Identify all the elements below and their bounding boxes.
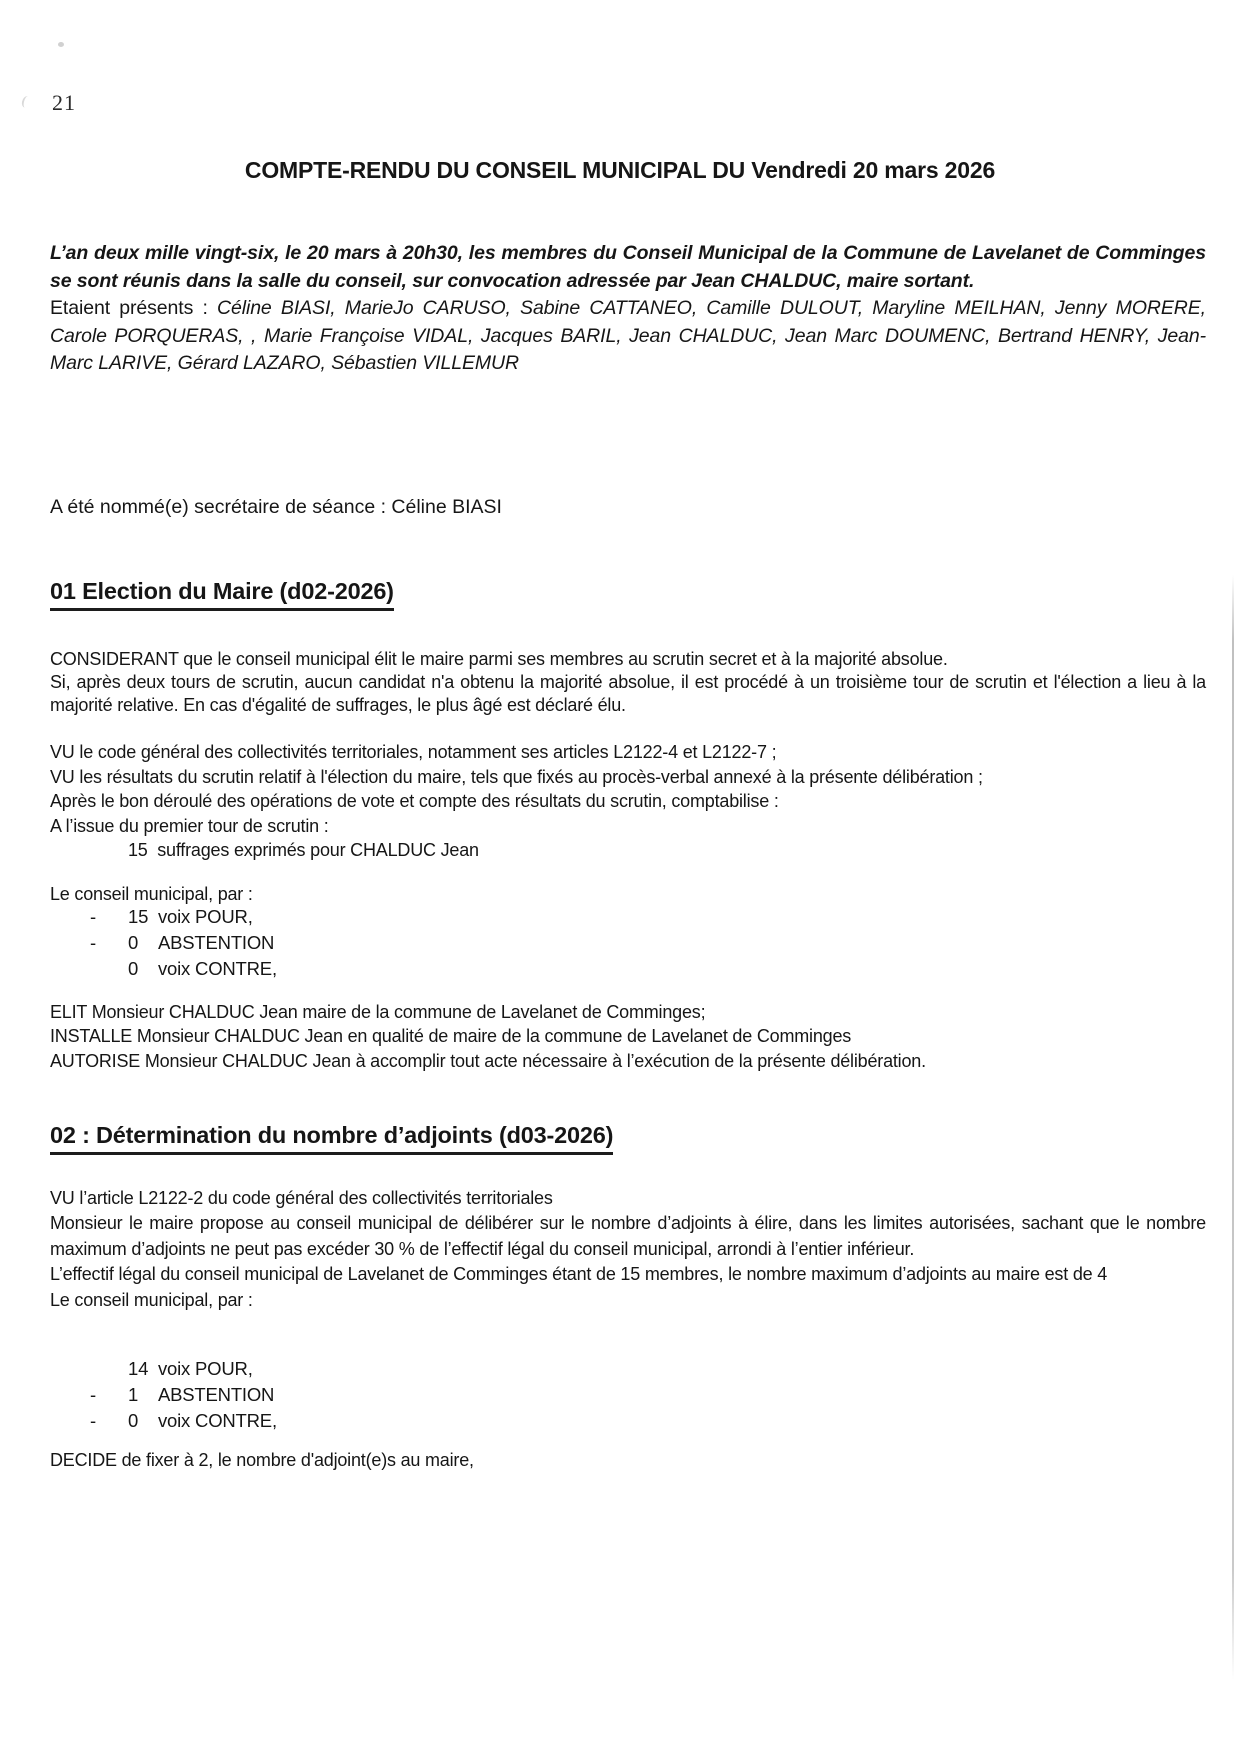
vote-count: 0 [128, 1410, 139, 1431]
first-round-line: A l’issue du premier tour de scrutin : [50, 815, 329, 836]
effectif-paragraph: L’effectif légal du conseil municipal de Lavelanet de Comminges étant de 15 membres, le nombre maximum d’adjoints au maire est de 4 [50, 1264, 1108, 1285]
scan-speck [21, 95, 32, 109]
proposal-paragraph: Monsieur le maire propose au conseil municipal de délibérer sur le nombre d’adjoints à élire, dans les limites autorisées, sachant que le nombre maximum d’adjoints ne peut pas excéder 30 % de l’effectif légal du conseil municipal, arrondi à l’entier inférieur. [50, 1213, 1206, 1259]
vote-item [50, 1410, 1206, 1436]
section-02-heading-text: 02 : Détermination du nombre d’adjoints (d03-2026) [50, 1122, 613, 1155]
vote-item [50, 1384, 1206, 1410]
vote-count: 0 [128, 958, 139, 979]
vote-item [50, 958, 1206, 984]
section-01-heading [50, 578, 394, 611]
vote-item [50, 1358, 1206, 1384]
section-01-decision-block [50, 1000, 1206, 1073]
scan-edge-line [1232, 575, 1234, 1680]
decide-line: DECIDE de fixer à 2, le nombre d'adjoint(e)s au maire, [50, 1450, 474, 1470]
vote-count: 0 [128, 932, 139, 953]
autorise-line: AUTORISE Monsieur CHALDUC Jean à accomplir tout acte nécessaire à l’exécution de la présente délibération. [50, 1050, 926, 1071]
section-01-heading-text: 01 Election du Maire (d02-2026) [50, 578, 394, 611]
vote-result-list [50, 906, 1206, 984]
secretary-line: A été nommé(e) secrétaire de séance : Céline BIASI [50, 496, 502, 518]
attendance-label: Etaient présents : [50, 297, 217, 319]
vote-dash: - [90, 1410, 96, 1431]
vote-label: ABSTENTION [158, 932, 275, 953]
considerant-line: CONSIDERANT que le conseil municipal élit le maire parmi ses membres au scrutin secret et à la majorité absolue. [50, 649, 948, 669]
preamble-block [50, 240, 1206, 378]
section-02-body-block [50, 1186, 1206, 1313]
attendance-names: Céline BIASI, MarieJo CARUSO, Sabine CATTANEO, Camille DULOUT, Maryline MEILHAN, Jenny MORERE, Carole PORQUERAS, , Marie Françoise VIDAL, Jacques BARIL, Jean CHALDUC, Jean Marc DOUMENC, Bertrand HENRY, Jean-Marc LARIVE, Gérard LAZARO, Sébastien VILLEMUR [50, 297, 1206, 375]
vote-label: voix POUR, [158, 906, 253, 927]
vote-label: ABSTENTION [158, 1384, 275, 1405]
vote-item [50, 932, 1206, 958]
vote-result-list [50, 1358, 1206, 1436]
suffrages-line: 15 suffrages exprimés pour CHALDUC Jean [128, 840, 479, 860]
attendance-paragraph [50, 295, 1206, 378]
vote-count: 15 [128, 906, 149, 927]
council-vote-intro: Le conseil municipal, par : [50, 1289, 253, 1310]
vote-dash: - [90, 1384, 96, 1405]
vu-line: Après le bon déroulé des opérations de vote et compte des résultats du scrutin, comptabilise : [50, 791, 779, 812]
considerant-paragraph: Si, après deux tours de scrutin, aucun candidat n'a obtenu la majorité absolue, il est procédé à un troisième tour de scrutin et l'élection a lieu à la majorité relative. En cas d'égalité de suffrages, le plus âgé est déclaré élu. [50, 671, 1206, 715]
vu-line: VU les résultats du scrutin relatif à l'élection du maire, tels que fixés au procès-verbal annexé à la présente délibération ; [50, 766, 983, 787]
vote-label: voix CONTRE, [158, 1410, 277, 1431]
vote-dash: - [90, 932, 96, 953]
vote-dash: - [90, 906, 96, 927]
council-vote-intro: Le conseil municipal, par : [50, 884, 253, 904]
vu-line: VU le code général des collectivités territoriales, notamment ses articles L2122-4 et L2122-7 ; [50, 742, 777, 762]
section-01-considerant-block [50, 648, 1206, 716]
vu-article-line: VU l’article L2122-2 du code général des collectivités territoriales [50, 1188, 553, 1208]
section-02-heading [50, 1122, 613, 1155]
section-01-vu-block [50, 740, 1206, 838]
scan-speck [58, 42, 64, 47]
vote-label: voix POUR, [158, 1358, 253, 1379]
session-intro-paragraph: L’an deux mille vingt-six, le 20 mars à 20h30, les membres du Conseil Municipal de la Commune de Lavelanet de Comminges se sont réunis dans la salle du conseil, sur convocation adressée par Jean CHALDUC, maire sortant. [50, 242, 1206, 292]
page-number: 21 [52, 90, 76, 115]
vote-count: 14 [128, 1358, 149, 1379]
vote-label: voix CONTRE, [158, 958, 277, 979]
elit-line: ELIT Monsieur CHALDUC Jean maire de la commune de Lavelanet de Comminges; [50, 1002, 706, 1022]
installe-line: INSTALLE Monsieur CHALDUC Jean en qualité de maire de la commune de Lavelanet de Comminges [50, 1026, 852, 1047]
document-title: COMPTE-RENDU DU CONSEIL MUNICIPAL DU Vendredi 20 mars 2026 [244, 157, 996, 183]
vote-count: 1 [128, 1384, 139, 1405]
vote-item [50, 906, 1206, 932]
